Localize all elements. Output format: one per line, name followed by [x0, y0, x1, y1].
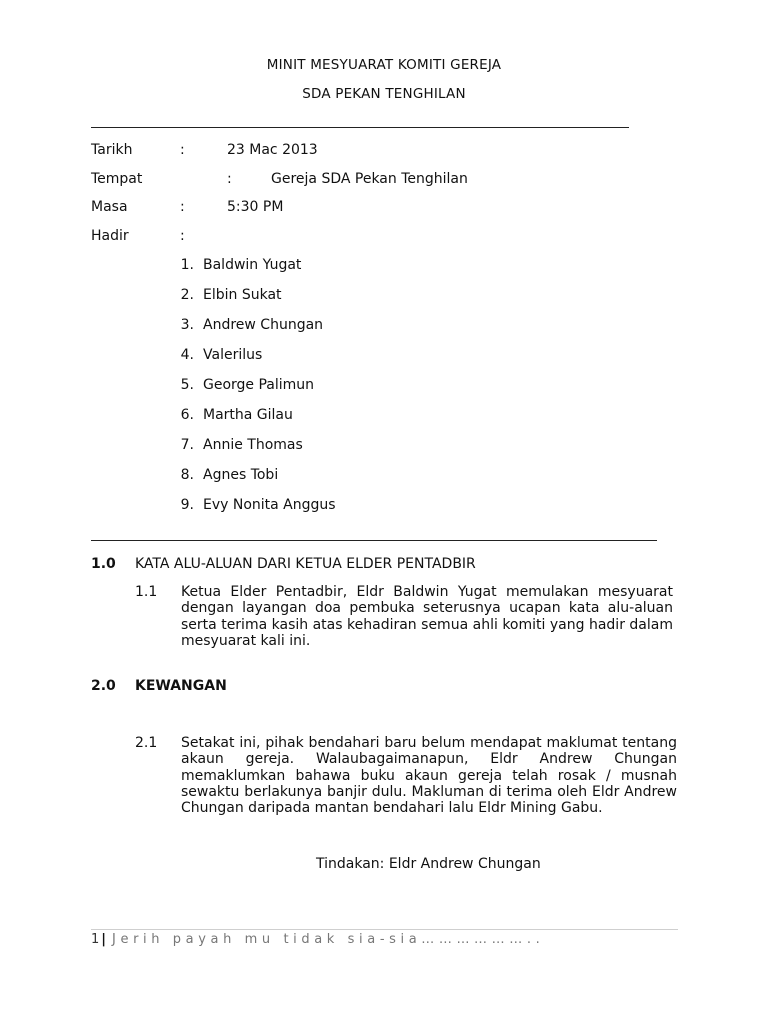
page-footer	[91, 932, 544, 947]
list-number: 4.	[180, 347, 194, 363]
place-label: Tempat	[91, 171, 143, 187]
section-divider	[91, 540, 657, 541]
footer-divider	[91, 929, 678, 930]
document-subtitle: SDA PEKAN TENGHILAN	[302, 86, 466, 102]
list-number: 1.	[180, 257, 194, 273]
item-paragraph: Ketua Elder Pentadbir, Eldr Baldwin Yugat memulakan mesyuarat dengan layangan doa pembuka seterusnya ucapan kata alu-aluan serta terima kasih atas kehadiran semua ahli komiti yang hadir dalam mesyuarat kali ini.	[181, 584, 673, 649]
place-colon: :	[227, 171, 232, 187]
list-number: 2.	[180, 287, 194, 303]
section-title: KATA ALU-ALUAN DARI KETUA ELDER PENTADBIR	[135, 556, 476, 572]
attendee-name: Andrew Chungan	[203, 317, 324, 333]
section-number: 1.0	[91, 556, 116, 572]
section-number: 2.0	[91, 678, 116, 694]
place-value: Gereja SDA Pekan Tenghilan	[271, 171, 468, 187]
attendee-name: Evy Nonita Anggus	[203, 497, 336, 513]
list-number: 7.	[180, 437, 194, 453]
list-number: 9.	[180, 497, 194, 513]
list-number: 3.	[180, 317, 194, 333]
footer-separator: |	[101, 932, 107, 947]
attendee-name: Elbin Sukat	[203, 287, 282, 303]
attendee-name: Annie Thomas	[203, 437, 303, 453]
time-colon: :	[180, 199, 185, 215]
attendance-colon: :	[180, 228, 185, 244]
date-value: 23 Mac 2013	[227, 142, 318, 158]
footer-motto: Jerih payah mu tidak sia-sia………………..	[112, 932, 545, 947]
list-number: 6.	[180, 407, 194, 423]
document-title: MINIT MESYUARAT KOMITI GEREJA	[266, 57, 502, 73]
item-paragraph: Setakat ini, pihak bendahari baru belum mendapat maklumat tentang akaun gereja. Walaubagaimanapun, Eldr Andrew Chungan memaklumkan bahawa buku akaun gereja telah rosak / musnah sewaktu berlakunya banjir dulu. Makluman di terima oleh Eldr Andrew Chungan daripada mantan bendahari lalu Eldr Mining Gabu.	[181, 735, 677, 817]
attendee-name: Agnes Tobi	[203, 467, 279, 483]
time-value: 5:30 PM	[227, 199, 284, 215]
time-label: Masa	[91, 199, 128, 215]
attendance-label: Hadir	[91, 228, 129, 244]
attendee-name: Valerilus	[203, 347, 263, 363]
attendee-name: Baldwin Yugat	[203, 257, 302, 273]
date-label: Tarikh	[91, 142, 133, 158]
attendee-name: George Palimun	[203, 377, 315, 393]
page-number: 1	[91, 932, 100, 947]
action-note: Tindakan: Eldr Andrew Chungan	[316, 856, 541, 872]
attendee-name: Martha Gilau	[203, 407, 293, 423]
section-title: KEWANGAN	[135, 678, 227, 694]
header-divider	[91, 127, 629, 128]
item-number: 2.1	[135, 735, 158, 751]
item-number: 1.1	[135, 584, 158, 600]
date-colon: :	[180, 142, 185, 158]
list-number: 5.	[180, 377, 194, 393]
list-number: 8.	[180, 467, 194, 483]
